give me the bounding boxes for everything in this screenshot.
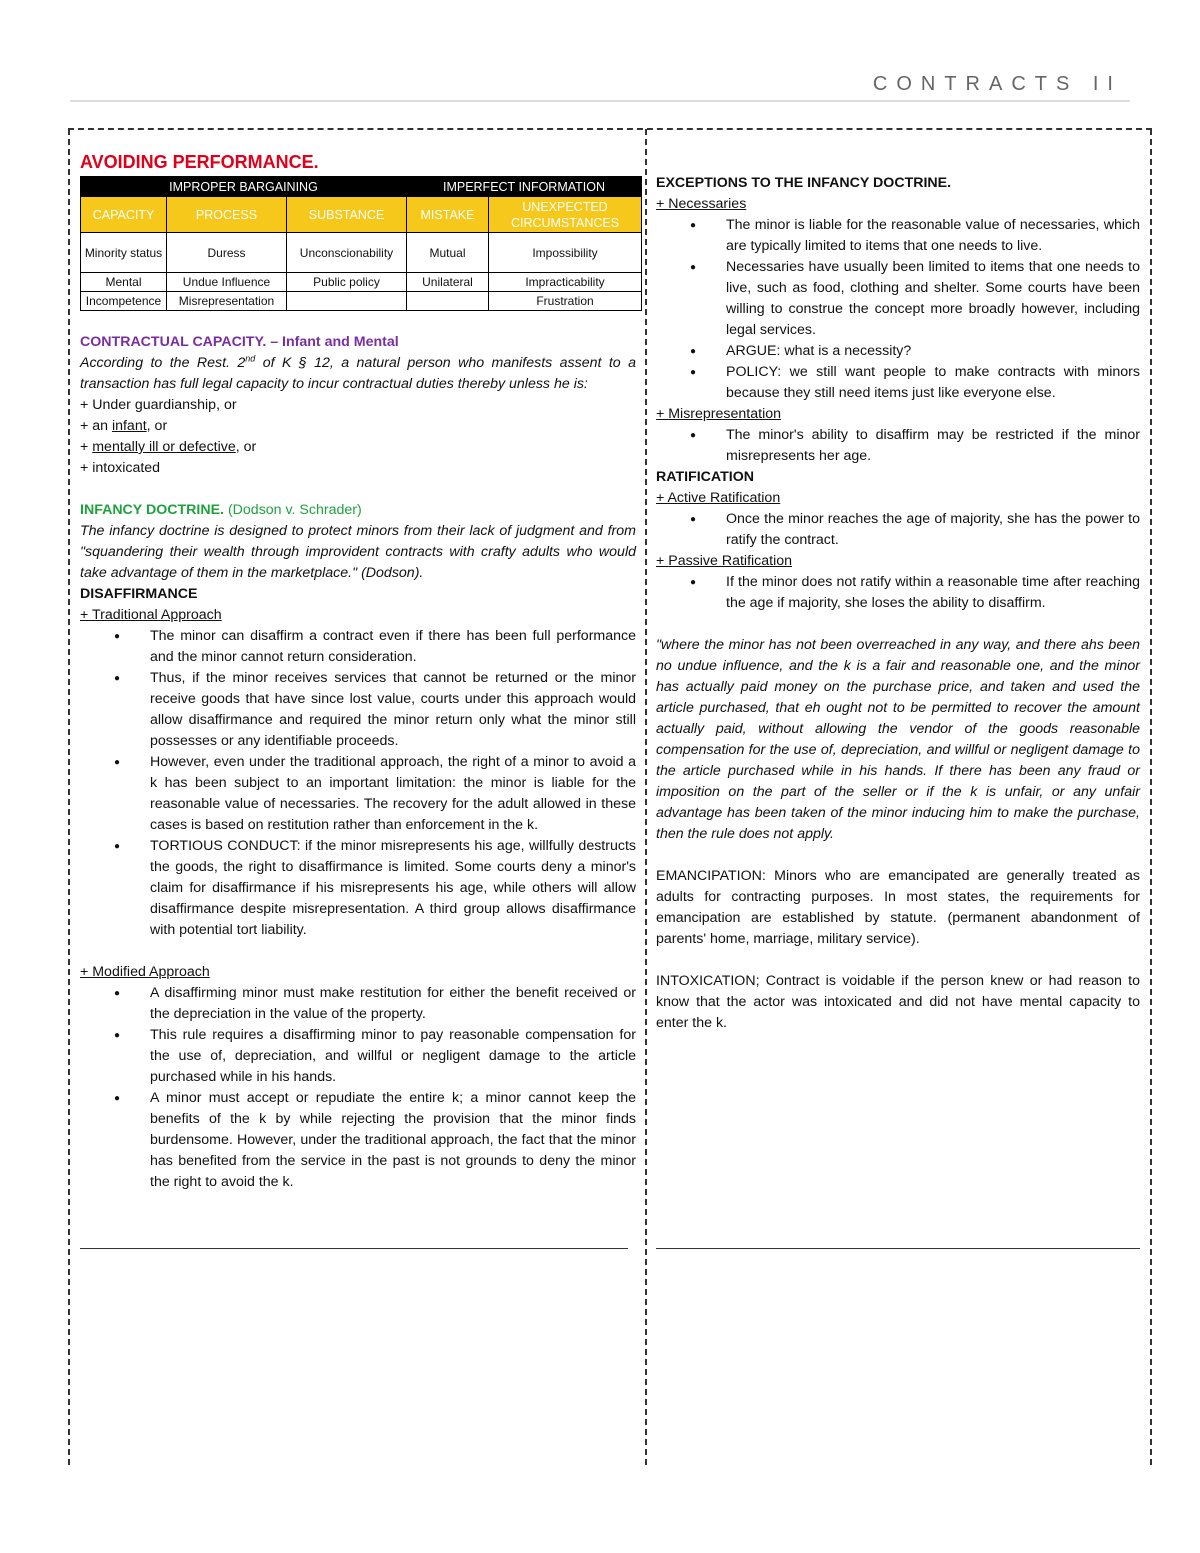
table-cell: Public policy [287, 273, 407, 292]
capacity-item: + Under guardianship, or [80, 397, 237, 413]
intoxication-paragraph: INTOXICATION; Contract is voidable if the person knew or had reason to know that the actor was intoxicated and did not have mental capacity to enter the k. [656, 973, 1140, 1031]
table-col-header: SUBSTANCE [287, 197, 407, 233]
list-item: ● A minor must accept or repudiate the entire k; a minor cannot keep the benefits of the k by while rejecting the provision that the minor finds burdensome. However, under the traditional approach, the fact that the minor has benefited from the service in the past is not grounds to deny the minor the right to avoid the k. [150, 1088, 636, 1193]
left-column [80, 150, 636, 1193]
table-col-header: MISTAKE [407, 197, 489, 233]
passive-ratification-list [726, 572, 1140, 614]
heading-infancy-doctrine: INFANCY DOCTRINE. (Dodson v. Schrader) [80, 502, 362, 518]
traditional-approach-list [150, 626, 636, 941]
table-cell: Misrepresentation [167, 292, 287, 311]
subheading-passive-ratification: + Passive Ratification [656, 553, 793, 569]
modified-approach-list [150, 983, 636, 1193]
infancy-quote: The infancy doctrine is designed to protect minors from their lack of judgment and from "squandering their wealth through improvident contracts with crafty adults who would take advantage of them in the marketplace." (Dodson). [80, 523, 636, 581]
subheading-traditional-approach: + Traditional Approach [80, 607, 222, 623]
table-cell: Impossibility [489, 233, 642, 273]
list-item: ● Once the minor reaches the age of majority, she has the power to ratify the contract. [726, 509, 1140, 551]
table-cell: Impracticability [489, 273, 642, 292]
table-col-header: PROCESS [167, 197, 287, 233]
list-item: ● The minor is liable for the reasonable value of necessaries, which are typically limited to items that one needs to live. [726, 215, 1140, 257]
list-item: ● If the minor does not ratify within a reasonable time after reaching the age if majority, she loses the ability to disaffirm. [726, 572, 1140, 614]
frame-right-border [1150, 129, 1152, 1465]
table-cell [287, 292, 407, 311]
page-header-title: CONTRACTS II [872, 73, 1122, 95]
capacity-item: + intoxicated [80, 460, 161, 476]
table-row [81, 273, 642, 292]
table-row [81, 292, 642, 311]
heading-contractual-capacity: CONTRACTUAL CAPACITY. – Infant and Mental [80, 334, 399, 350]
section-title-avoiding-performance: AVOIDING PERFORMANCE. [80, 152, 319, 172]
column-divider [645, 129, 647, 1465]
capacity-item: + mentally ill or defective, or [80, 439, 257, 455]
table-col-header: UNEXPECTED CIRCUMSTANCES [489, 197, 642, 233]
table-group-imperfect-information: IMPERFECT INFORMATION [407, 177, 642, 197]
table-cell: Undue Influence [167, 273, 287, 292]
table-cell: Mental [81, 273, 167, 292]
right-column [656, 173, 1140, 1034]
left-bottom-rule [80, 1248, 628, 1249]
table-col-header: CAPACITY [81, 197, 167, 233]
table-row [81, 233, 642, 273]
emancipation-paragraph: EMANCIPATION: Minors who are emancipated are generally treated as adults for contracting purposes. In most states, the requirements for emancipation are established by statute. (permanent abandonment of parents' home, marriage, military service). [656, 868, 1140, 947]
capacity-intro: According to the Rest. 2nd of K § 12, a natural person who manifests assent to a transaction has full legal capacity to incur contractual duties thereby unless he is: [80, 353, 636, 392]
capacity-item: + an infant, or [80, 418, 168, 434]
necessaries-list [726, 215, 1140, 404]
frame-top-border [68, 128, 1152, 130]
list-item: ● The minor can disaffirm a contract even if there has been full performance and the minor cannot return consideration. [150, 626, 636, 668]
list-item: ● TORTIOUS CONDUCT: if the minor misrepresents his age, willfully destructs the goods, the right to disaffirmance is limited. Some courts deny a minor's claim for disaffirmance if his misrepresents his age, while others will allow disaffirmance despite misrepresentation. A third group allows disaffirmance with potential tort liability. [150, 836, 636, 941]
ratification-quote: "where the minor has not been overreached in any way, and there ahs been no undue influence, and the k is a fair and reasonable one, and the minor has actually paid money on the purchase price, and taken and used the article purchased, that eh ought not to be permitted to recover the amount actually paid, without allowing the vendor of the goods reasonable compensation for the use of, depreciation, and willful or negligent damage to the article purchased while in his hands. If there has been any fraud or imposition on the part of the seller or if the k is unfair, or any unfair advantage has been taken of the minor inducing him to make the purchase, then the rule does not apply. [656, 637, 1140, 842]
right-bottom-rule [656, 1248, 1140, 1249]
table-cell [407, 292, 489, 311]
subheading-active-ratification: + Active Ratification [656, 490, 781, 506]
list-item: ● A disaffirming minor must make restitution for either the benefit received or the depreciation in the value of the property. [150, 983, 636, 1025]
table-cell: Incompetence [81, 292, 167, 311]
misrepresentation-list [726, 425, 1140, 467]
list-item: ● ARGUE: what is a necessity? [726, 341, 1140, 362]
table-group-improper-bargaining: IMPROPER BARGAINING [81, 177, 407, 197]
list-item: ● Necessaries have usually been limited to items that one needs to live, such as food, clothing and shelter. Some courts have been willing to construe the concept more broadly however, including legal services. [726, 257, 1140, 341]
list-item: ● However, even under the traditional approach, the right of a minor to avoid a k has been subject to an important limitation: the minor is liable for the reasonable value of necessaries. The recovery for the adult allowed in these cases is based on restitution rather than enforcement in the k. [150, 752, 636, 836]
list-item: ● POLICY: we still want people to make contracts with minors because they still need items just like everyone else. [726, 362, 1140, 404]
header-rule [70, 100, 1130, 102]
list-item: ● Thus, if the minor receives services that cannot be returned or the minor receive goods that have since lost value, courts under this approach would allow disaffirmance and required the minor return only what the minor still possesses or any identifiable proceeds. [150, 668, 636, 752]
table-cell: Mutual [407, 233, 489, 273]
subheading-necessaries: + Necessaries [656, 196, 747, 212]
list-item: ● The minor's ability to disaffirm may be restricted if the minor misrepresents her age. [726, 425, 1140, 467]
active-ratification-list [726, 509, 1140, 551]
table-cell: Frustration [489, 292, 642, 311]
heading-disaffirmance: DISAFFIRMANCE [80, 586, 198, 602]
subheading-modified-approach: + Modified Approach [80, 964, 210, 980]
doctrine-table [80, 176, 642, 311]
subheading-misrepresentation: + Misrepresentation [656, 406, 782, 422]
heading-ratification: RATIFICATION [656, 469, 754, 485]
table-cell: Unilateral [407, 273, 489, 292]
heading-exceptions: EXCEPTIONS TO THE INFANCY DOCTRINE. [656, 175, 952, 191]
table-cell: Unconscionability [287, 233, 407, 273]
table-cell: Duress [167, 233, 287, 273]
table-cell: Minority status [81, 233, 167, 273]
list-item: ● This rule requires a disaffirming minor to pay reasonable compensation for the use of, depreciation, and willful or negligent damage to the article purchased while in his hands. [150, 1025, 636, 1088]
frame-left-border [68, 129, 70, 1465]
